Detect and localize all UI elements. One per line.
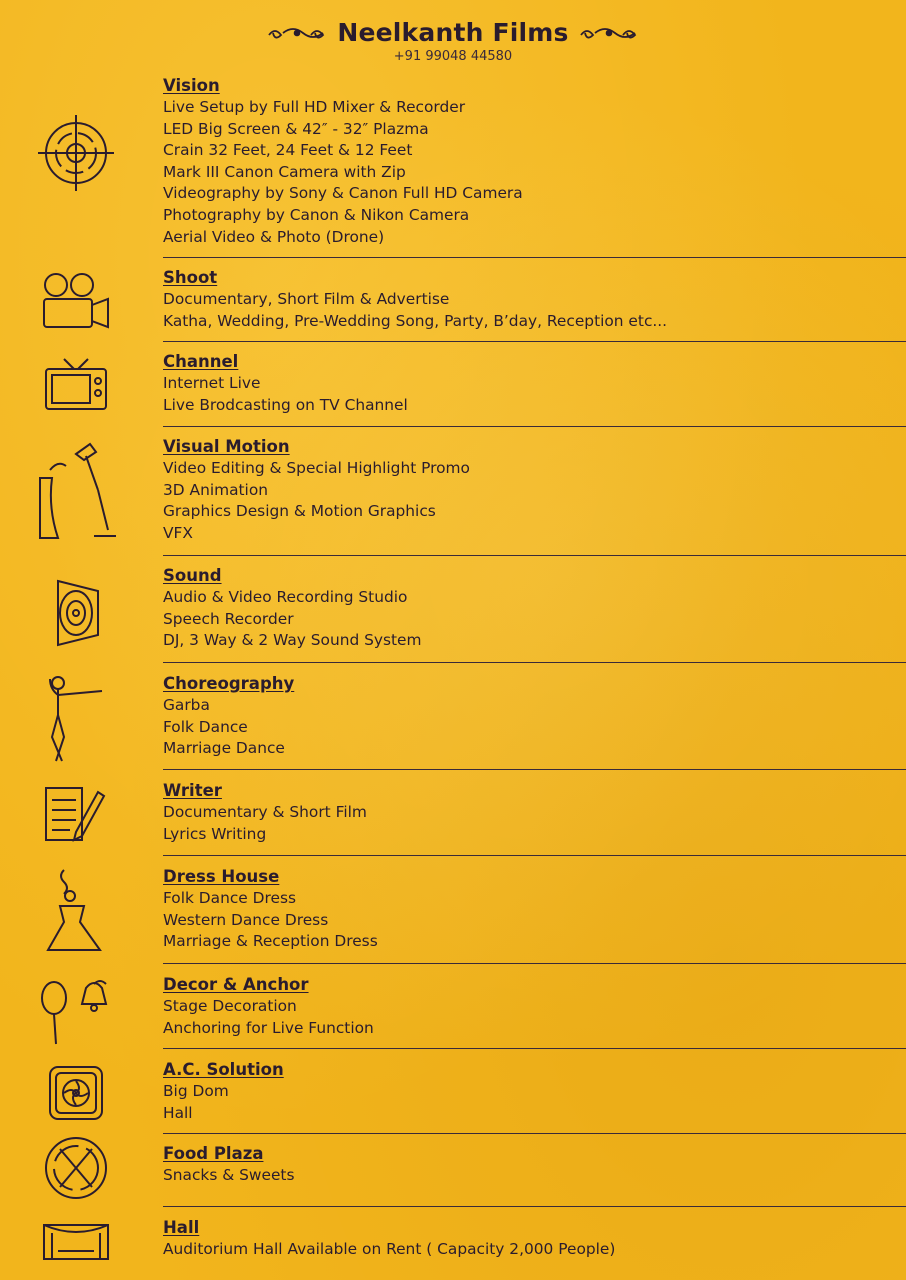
- document-pen-icon: [36, 782, 116, 846]
- divider: [163, 555, 906, 556]
- television-icon: [36, 353, 116, 433]
- section-heading: Food Plaza: [163, 1144, 264, 1163]
- service-item: Internet Live: [163, 374, 261, 392]
- service-item: Live Brodcasting on TV Channel: [163, 395, 408, 414]
- section-heading: Decor & Anchor: [163, 975, 309, 994]
- section-content: [163, 436, 470, 544]
- service-item: Folk Dance: [163, 717, 248, 736]
- section-heading: Hall: [163, 1218, 200, 1237]
- section-content: [163, 267, 667, 332]
- page-header: [0, 18, 906, 64]
- section-content: [163, 866, 378, 953]
- service-item: Graphics Design & Motion Graphics: [163, 502, 436, 521]
- divider: [163, 963, 906, 964]
- right-ornament-icon: [577, 22, 641, 44]
- service-item: Video Editing & Special Highlight Promo: [163, 459, 470, 477]
- left-ornament-icon: [265, 22, 329, 44]
- service-item: LED Big Screen & 42″ - 32″ Plazma: [163, 119, 429, 138]
- divider: [163, 426, 906, 427]
- microphone-bells-icon: [36, 976, 116, 1046]
- section-content: [163, 974, 374, 1039]
- service-item: Western Dance Dress: [163, 910, 329, 929]
- movie-camera-icon: [36, 267, 116, 347]
- dress-hanger-icon: [36, 866, 116, 954]
- service-item: Documentary & Short Film: [163, 803, 367, 821]
- service-item: Crain 32 Feet, 24 Feet & 12 Feet: [163, 141, 413, 160]
- section-content: [163, 673, 294, 760]
- service-item: 3D Animation: [163, 480, 268, 499]
- section-content: [163, 780, 367, 845]
- section-content: [163, 75, 523, 248]
- service-item: Audio & Video Recording Studio: [163, 588, 408, 606]
- service-item: Speech Recorder: [163, 609, 294, 628]
- divider: [163, 341, 906, 342]
- fork-knife-plate-icon: [36, 1135, 116, 1201]
- service-item: Documentary, Short Film & Advertise: [163, 290, 450, 308]
- service-item: Live Setup by Full HD Mixer & Recorder: [163, 98, 466, 116]
- service-item: Videography by Sony & Canon Full HD Camera: [163, 184, 523, 203]
- dancer-icon: [36, 673, 116, 765]
- service-item: Big Dom: [163, 1082, 229, 1100]
- section-heading: Vision: [163, 76, 220, 95]
- section-content: [163, 565, 422, 652]
- service-item: Garba: [163, 696, 210, 714]
- section-content: [163, 351, 408, 416]
- divider: [163, 769, 906, 770]
- service-item: Anchoring for Live Function: [163, 1018, 374, 1037]
- section-heading: Dress House: [163, 867, 280, 886]
- section-heading: Writer: [163, 781, 222, 800]
- service-item: Snacks & Sweets: [163, 1166, 295, 1184]
- divider: [163, 1133, 906, 1134]
- section-heading: Choreography: [163, 674, 295, 693]
- section-heading: Shoot: [163, 268, 218, 287]
- service-item: Aerial Video & Photo (Drone): [163, 227, 385, 246]
- section-heading: Sound: [163, 566, 222, 585]
- service-item: Stage Decoration: [163, 997, 297, 1015]
- service-item: Lyrics Writing: [163, 824, 267, 843]
- section-heading: Visual Motion: [163, 437, 290, 456]
- divider: [163, 1206, 906, 1207]
- divider: [163, 257, 906, 258]
- service-item: DJ, 3 Way & 2 Way Sound System: [163, 631, 422, 650]
- section-heading: Channel: [163, 352, 239, 371]
- divider: [163, 1048, 906, 1049]
- phone-number: +91 99048 44580: [393, 49, 513, 64]
- service-item: VFX: [163, 523, 193, 542]
- air-conditioner-fan-icon: [36, 1063, 116, 1123]
- page-title: Neelkanth Films: [337, 18, 569, 47]
- divider: [163, 855, 906, 856]
- service-item: Marriage & Reception Dress: [163, 932, 378, 951]
- desk-lamp-robot-icon: [36, 440, 116, 540]
- title-row: [0, 18, 906, 47]
- service-item: Katha, Wedding, Pre-Wedding Song, Party, B’day, Reception etc...: [163, 311, 668, 330]
- section-content: [163, 1217, 615, 1261]
- section-heading: A.C. Solution: [163, 1060, 284, 1079]
- section-content: [163, 1059, 284, 1124]
- target-crosshair-icon: [36, 113, 116, 193]
- divider: [163, 662, 906, 663]
- service-item: Auditorium Hall Available on Rent ( Capacity 2,000 People): [163, 1240, 616, 1258]
- service-item: Marriage Dance: [163, 739, 285, 758]
- service-item: Mark III Canon Camera with Zip: [163, 162, 406, 181]
- service-item: Photography by Canon & Nikon Camera: [163, 205, 470, 224]
- auditorium-stage-icon: [36, 1221, 116, 1261]
- section-content: [163, 1143, 294, 1187]
- service-item: Hall: [163, 1103, 193, 1122]
- service-item: Folk Dance Dress: [163, 889, 297, 907]
- speaker-icon: [36, 573, 116, 653]
